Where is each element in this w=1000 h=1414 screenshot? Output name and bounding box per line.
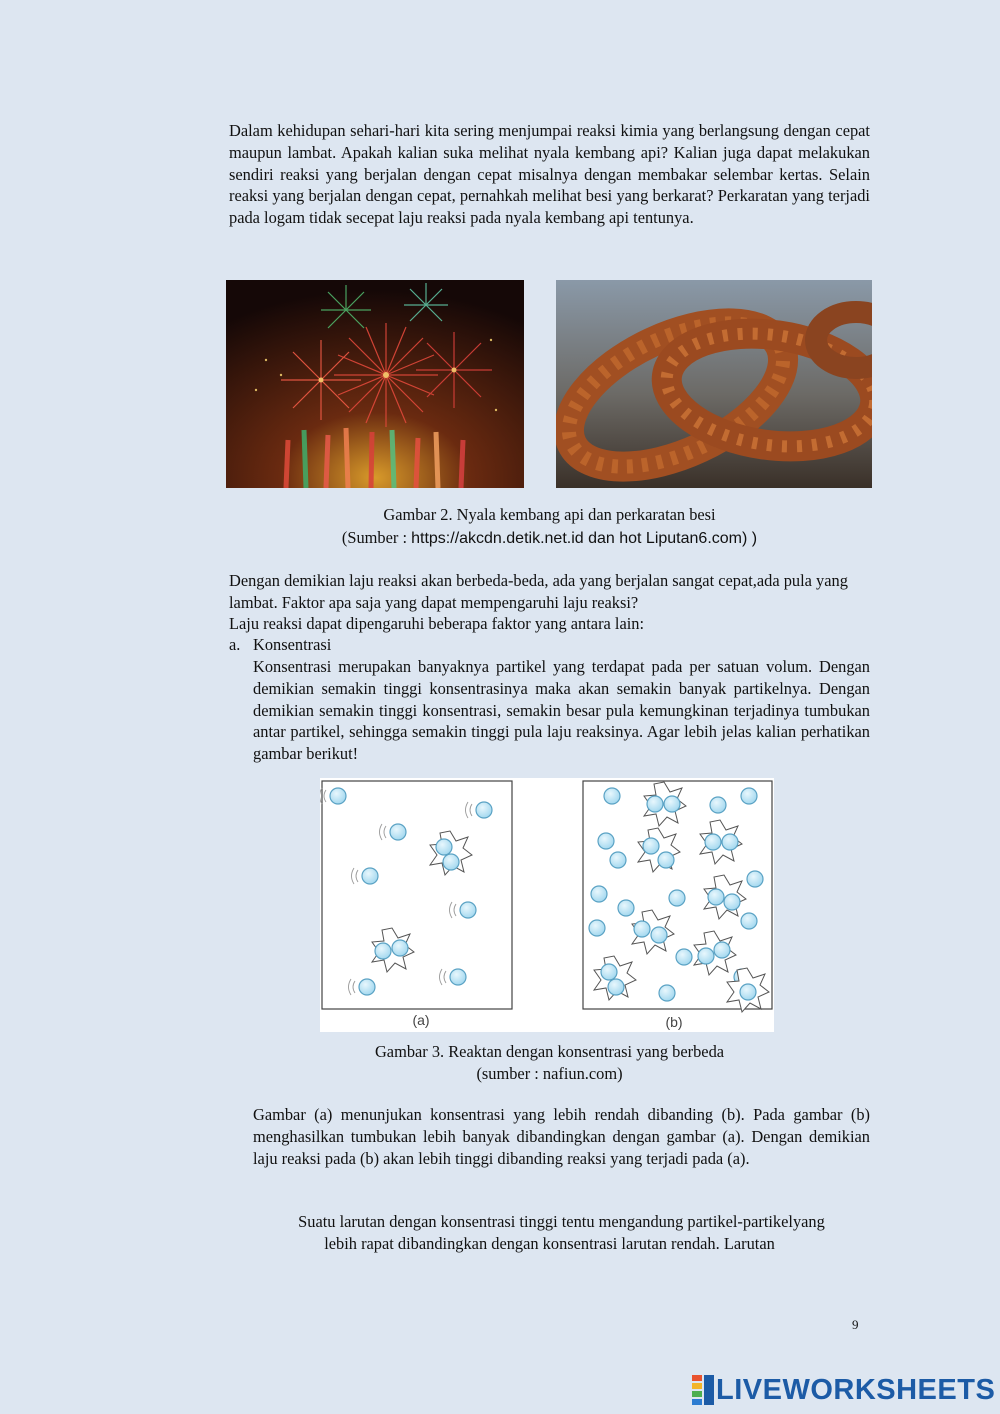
liveworksheets-logo[interactable] bbox=[692, 1372, 995, 1408]
fireworks-image bbox=[226, 280, 524, 488]
explanation-paragraph: Gambar (a) menunjukan konsentrasi yang lebih rendah dibanding (b). Pada gambar (b) menghasilkan tumbukan lebih banyak dibandingkan dengan gambar (a). Dengan demikian laju reaksi pada (b) akan lebih tinggi dibanding reaksi yang terjadi pada (a). bbox=[253, 1105, 870, 1168]
konsentrasi-paragraph: Konsentrasi merupakan banyaknya partikel yang terdapat pada per satuan volum. Dengan demikian semakin tinggi konsentrasinya maka akan semakin banyak partikelnya. Dengan demikian semakin tinggi konsentrasi, semakin besar pula kemungkinan terjadinya tumbukan antar partikel, sehingga semakin tinggi pula laju reaksinya. Agar lebih jelas kalian perhatikan gambar berikut! bbox=[253, 657, 870, 764]
box-a-particles bbox=[320, 788, 492, 995]
rusty-chain-photo bbox=[556, 280, 872, 488]
intro-paragraph: Dalam kehidupan sehari-hari kita sering menjumpai reaksi kimia yang berlangsung dengan cepat maupun lambat. Apakah kalian suka melihat nyala kembang api? Kalian juga dapat melakukan sendiri reaksi yang berjalan dengan cepat misalnya dengan membakar selembar kertas. Selain reaksi yang berjalan dengan cepat, pernahkah melihat besi yang berkarat? Perkaratan yang terjadi pada logam tidak secepat laju reaksi pada nyala kembang api tentunya. bbox=[229, 121, 870, 228]
closing-line-2: lebih rapat dibandingkan dengan konsentrasi larutan rendah. Larutan bbox=[324, 1234, 775, 1253]
rusty-chain-image bbox=[556, 280, 872, 488]
fireworks-photo bbox=[226, 280, 524, 488]
closing-line-1: Suatu larutan dengan konsentrasi tinggi tentu mengandung partikel-partikelyang bbox=[298, 1212, 825, 1231]
list-item-konsentrasi-title: Konsentrasi bbox=[253, 635, 332, 654]
figure2-source bbox=[229, 527, 870, 550]
label-b: (b) bbox=[665, 1014, 683, 1030]
box-b-particles bbox=[589, 782, 769, 1012]
figure3-source: (sumber : nafiun.com) bbox=[476, 1064, 623, 1083]
liveworksheets-icon bbox=[692, 1375, 714, 1405]
liveworksheets-wordmark: LIVEWORKSHEETS bbox=[716, 1373, 996, 1406]
list-marker-a: a. bbox=[229, 635, 241, 654]
figure2-source-links: https://akcdn.detik.net.id dan hot Liputan6.com) ) bbox=[411, 530, 758, 547]
concentration-diagram bbox=[320, 778, 774, 1032]
particle-boxes bbox=[320, 778, 774, 1032]
figure2-caption: Gambar 2. Nyala kembang api dan perkaratan besi bbox=[383, 505, 716, 524]
label-a: (a) bbox=[412, 1012, 430, 1028]
page-number: 9 bbox=[852, 1317, 859, 1332]
figure2-source-prefix: (Sumber : bbox=[341, 528, 412, 547]
section-factors-lead: Laju reaksi dapat dipengaruhi beberapa faktor yang antara lain: bbox=[229, 614, 645, 633]
section-intro: Dengan demikian laju reaksi akan berbeda-beda, ada yang berjalan sangat cepat,ada pula yang lambat. Faktor apa saja yang dapat mempengaruhi laju reaksi? bbox=[229, 571, 848, 612]
figure3-caption: Gambar 3. Reaktan dengan konsentrasi yang berbeda bbox=[374, 1042, 725, 1061]
